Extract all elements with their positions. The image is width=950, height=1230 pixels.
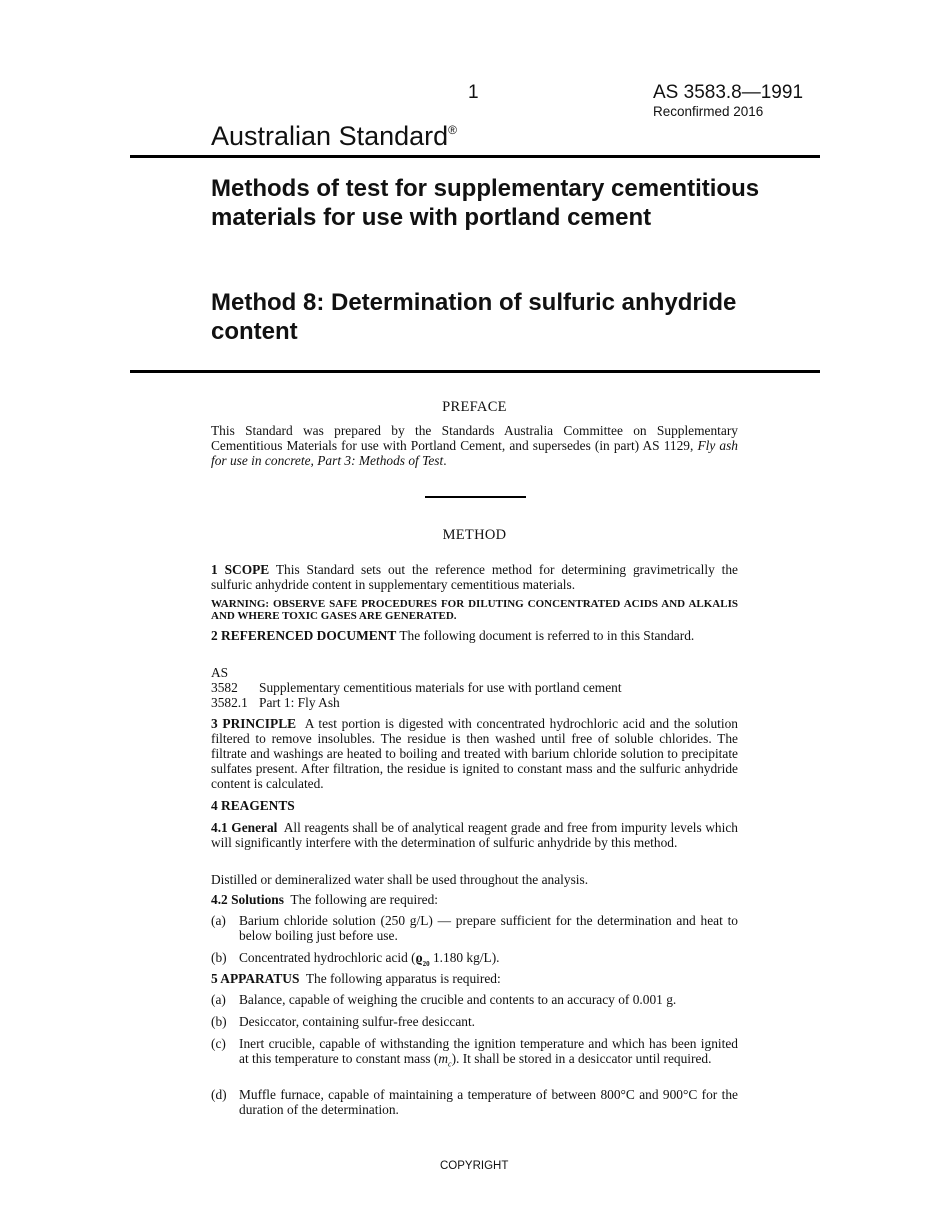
apparatus-item-a: (a) Balance, capable of weighing the crucible and contents to an accuracy of 0.001 g.	[211, 992, 677, 1007]
section-divider	[425, 496, 526, 498]
reference-title: Supplementary cementitious materials for use with portland cement	[259, 680, 622, 695]
apparatus-item-d: (d) Muffle furnace, capable of maintaining a temperature of between 800°C and 900°C for the duration of the determination.	[211, 1087, 738, 1117]
solution-item-b: (b) Concentrated hydrochloric acid ($ϱ_{20}$ 1.180 kg/L).	[211, 950, 500, 968]
reference-title: Part 1: Fly Ash	[259, 695, 340, 710]
preface-text: This Standard was prepared by the Standards Australia Committee on Supplementary Cementitious Materials for use with Portland Cement, and supersedes (in part) AS 1129, Fly ash for use in concrete, Part 3: Methods of Test.	[211, 423, 738, 468]
method-title: Method 8: Determination of sulfuric anhydride content	[211, 289, 737, 345]
section-3-principle: 3 PRINCIPLE A test portion is digested with concentrated hydrochloric acid and the solution filtered to remove insolubles. The residue is then washed until free of soluble chlorides. The filtrate and washings are heated to boiling and treated with barium chloride solution to precipitate sulfates present. After filtration, the residue is ignited to constant mass and the sulfuric anhydride content is calculated.	[211, 716, 738, 791]
reference-prefix: AS	[211, 665, 229, 680]
standard-number: AS 3583.8—1991	[653, 82, 804, 103]
mass-variable: $m_c$	[438, 1051, 452, 1069]
section-4-2-heading: 4.2 Solutions	[211, 892, 284, 907]
section-3-heading: 3 PRINCIPLE	[211, 716, 297, 731]
preface-heading: PREFACE	[442, 399, 507, 415]
water-requirement: Distilled or demineralized water shall be used throughout the analysis.	[211, 872, 589, 887]
reference-number: 3582.1	[211, 695, 248, 710]
page-number: 1	[468, 82, 479, 103]
section-4-1-general: 4.1 General All reagents shall be of analytical reagent grade and free from impurity levels which will significantly interfere with the determination of sulfuric anhydride by this method.	[211, 820, 738, 850]
brand-text: Australian Standard	[211, 121, 449, 151]
reconfirmed-date: Reconfirmed 2016	[653, 104, 764, 119]
reference-number: 3582	[211, 680, 238, 695]
apparatus-item-b: (b) Desiccator, containing sulfur-free desiccant.	[211, 1014, 476, 1029]
section-4-2-solutions: 4.2 Solutions The following are required:	[211, 892, 439, 907]
standard-brand	[211, 121, 457, 152]
reference-item	[211, 680, 738, 695]
copyright-footer: COPYRIGHT	[440, 1160, 509, 1172]
preface-cited-title: Fly ash for use in concrete, Part 3: Methods of Test	[211, 438, 738, 468]
section-4-1-heading: 4.1 General	[211, 820, 278, 835]
registered-mark: ®	[448, 123, 457, 137]
reference-item	[211, 695, 738, 710]
section-5-heading: 5 APPARATUS	[211, 971, 300, 986]
section-5-apparatus: 5 APPARATUS The following apparatus is required:	[211, 971, 501, 986]
method-heading: METHOD	[442, 527, 507, 543]
section-4-heading: 4 REAGENTS	[211, 798, 295, 813]
solution-item-a: (a) Barium chloride solution (250 g/L) — prepare sufficient for the determination and heat to below boiling just before use.	[211, 913, 738, 943]
section-2-referenced-document: 2 REFERENCED DOCUMENT The following document is referred to in this Standard.	[211, 628, 695, 643]
title-rule	[130, 370, 820, 373]
section-2-heading: 2 REFERENCED DOCUMENT	[211, 628, 397, 643]
warning-text: WARNING: OBSERVE SAFE PROCEDURES FOR DILUTING CONCENTRATED ACIDS AND ALKALIS AND WHERE TOXIC GASES ARE GENERATED.	[211, 598, 738, 622]
section-1-scope: 1 SCOPE This Standard sets out the reference method for determining gravimetrically the sulfuric anhydride content in supplementary cementitious materials.	[211, 562, 738, 592]
top-rule	[130, 155, 820, 158]
section-1-heading: 1 SCOPE	[211, 562, 270, 577]
density-symbol: $ϱ_{20}$	[415, 951, 430, 968]
apparatus-item-c: (c) Inert crucible, capable of withstanding the ignition temperature and which has been ignited at this temperature to constant mass $(m_c)$. It shall be stored in a desiccator until required.	[211, 1036, 738, 1069]
document-title: Methods of test for supplementary cementitious materials for use with portland cement	[211, 175, 760, 231]
